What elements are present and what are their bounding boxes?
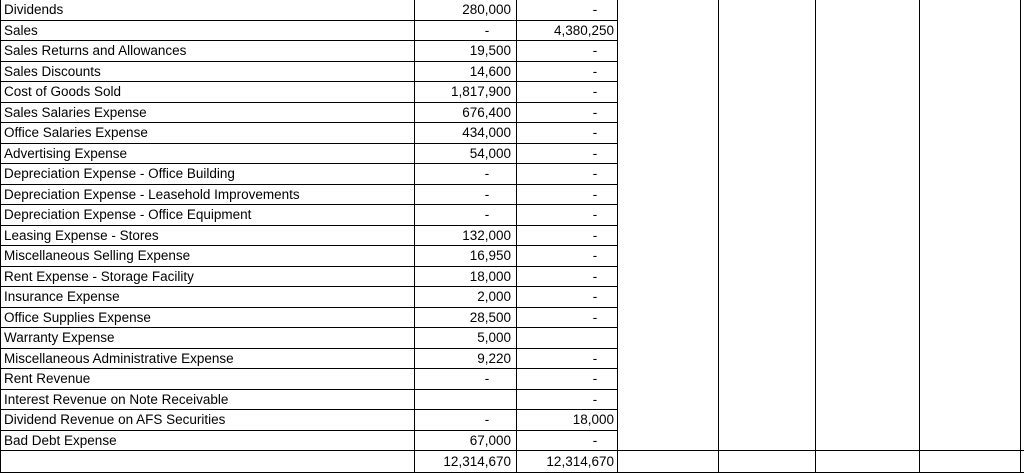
account-name-cell: Office Salaries Expense [4,125,148,140]
account-name-cell: Warranty Expense [4,330,115,345]
account-name-cell: Miscellaneous Selling Expense [4,248,191,263]
table-row [0,246,1024,266]
total-debit: 12,314,670 [443,454,511,469]
account-name-cell: Sales Returns and Allowances [4,43,187,58]
row-divider [0,389,617,390]
column-divider [815,0,816,473]
debit-cell: - [484,207,490,222]
credit-cell: - [592,268,598,284]
table-row [0,185,1024,205]
row-divider [0,61,617,62]
row-divider [0,245,617,246]
debit-cell: 2,000 [477,289,511,304]
table-row [0,144,1024,164]
debit-cell: 16,950 [469,248,511,263]
row-divider [0,266,617,267]
credit-cell: - [592,125,598,140]
column-divider [718,0,719,473]
debit-cell: 5,000 [477,330,511,345]
debit-cell: 676,400 [462,104,511,120]
table-row [0,226,1024,246]
row-divider [0,40,617,41]
table-row [0,0,1024,20]
row-divider [0,472,1024,473]
debit-cell: - [484,412,490,427]
credit-cell: - [592,227,598,243]
account-name-cell: Depreciation Expense - Office Building [4,166,235,181]
credit-cell: - [592,248,598,263]
credit-cell: - [592,145,598,161]
debit-cell: 434,000 [462,125,511,140]
credit-cell: - [592,207,598,222]
account-name-cell: Sales [4,22,38,38]
column-divider [516,0,517,473]
account-name-cell: Sales Salaries Expense [4,104,147,120]
debit-cell: 280,000 [462,2,511,17]
account-name-cell: Sales Discounts [4,63,101,79]
table-row [0,431,1024,451]
credit-cell: - [592,391,598,407]
debit-cell: 14,600 [469,63,511,79]
row-divider [0,81,617,82]
debit-cell: 18,000 [469,268,511,284]
account-name-cell: Rent Revenue [4,371,91,386]
credit-cell: - [592,309,598,325]
table-row [0,62,1024,82]
row-divider [0,143,617,144]
debit-cell: 28,500 [469,309,511,325]
credit-cell: - [592,371,598,386]
row-divider [0,327,617,328]
table-row [0,123,1024,143]
credit-cell: - [592,166,598,181]
credit-cell: - [592,432,598,448]
credit-cell: - [592,186,598,202]
column-divider [919,0,920,473]
table-row [0,21,1024,41]
credit-cell: - [592,43,598,58]
row-divider [617,450,1024,451]
column-divider [414,0,415,473]
account-name-cell: Bad Debt Expense [4,432,117,448]
table-row [0,103,1024,123]
credit-cell: - [592,289,598,304]
row-divider [0,225,617,226]
row-divider [0,286,617,287]
debit-cell: - [484,186,490,202]
account-name-cell: Cost of Goods Sold [4,84,122,99]
account-name-cell: Dividend Revenue on AFS Securities [4,412,226,427]
account-name-cell: Office Supplies Expense [4,309,151,325]
account-name-cell: Rent Expense - Storage Facility [4,268,194,284]
row-divider [0,184,617,185]
table-row [0,164,1024,184]
table-row [0,267,1024,287]
row-divider [0,102,617,103]
account-name-cell: Leasing Expense - Stores [4,227,159,243]
debit-cell: 67,000 [469,432,511,448]
debit-cell: 1,817,900 [450,84,511,99]
table-row [0,390,1024,410]
row-divider [0,163,617,164]
table-row [0,41,1024,61]
account-name-cell: Interest Revenue on Note Receivable [4,391,229,407]
row-divider [0,450,617,451]
debit-cell: 132,000 [462,227,511,243]
debit-cell: - [484,371,490,386]
table-row [0,287,1024,307]
table-row [0,328,1024,348]
column-divider [0,0,1,473]
credit-cell: 4,380,250 [553,22,614,38]
row-divider [0,20,617,21]
account-name-cell: Depreciation Expense - Leasehold Improvements [4,186,300,202]
account-name-cell: Depreciation Expense - Office Equipment [4,207,252,222]
column-divider [617,0,618,473]
row-divider [0,307,617,308]
table-row [0,369,1024,389]
row-divider [0,122,617,123]
debit-cell [417,390,511,410]
table-row [0,308,1024,328]
debit-cell: - [484,166,490,181]
row-divider [0,409,617,410]
account-name-cell: Dividends [4,2,64,17]
credit-cell: - [592,350,598,366]
account-name-cell: Advertising Expense [4,145,128,161]
debit-cell: 9,220 [477,350,511,366]
credit-cell: - [592,84,598,99]
account-name-cell: Miscellaneous Administrative Expense [4,350,234,366]
table-row [0,349,1024,369]
credit-cell: - [592,104,598,120]
debit-cell: 54,000 [469,145,511,161]
table-row [0,205,1024,225]
credit-cell [519,328,614,348]
totals-row [0,452,1024,472]
table-row [0,82,1024,102]
total-credit: 12,314,670 [546,454,614,469]
credit-cell: 18,000 [572,412,614,427]
table-row [0,410,1024,430]
row-divider [0,430,617,431]
row-divider [0,348,617,349]
column-divider [1020,0,1021,473]
credit-cell: - [592,63,598,79]
debit-cell: - [484,22,490,38]
row-divider [0,204,617,205]
row-divider [0,368,617,369]
credit-cell: - [592,2,598,17]
account-name-cell: Insurance Expense [4,289,120,304]
debit-cell: 19,500 [469,43,511,58]
